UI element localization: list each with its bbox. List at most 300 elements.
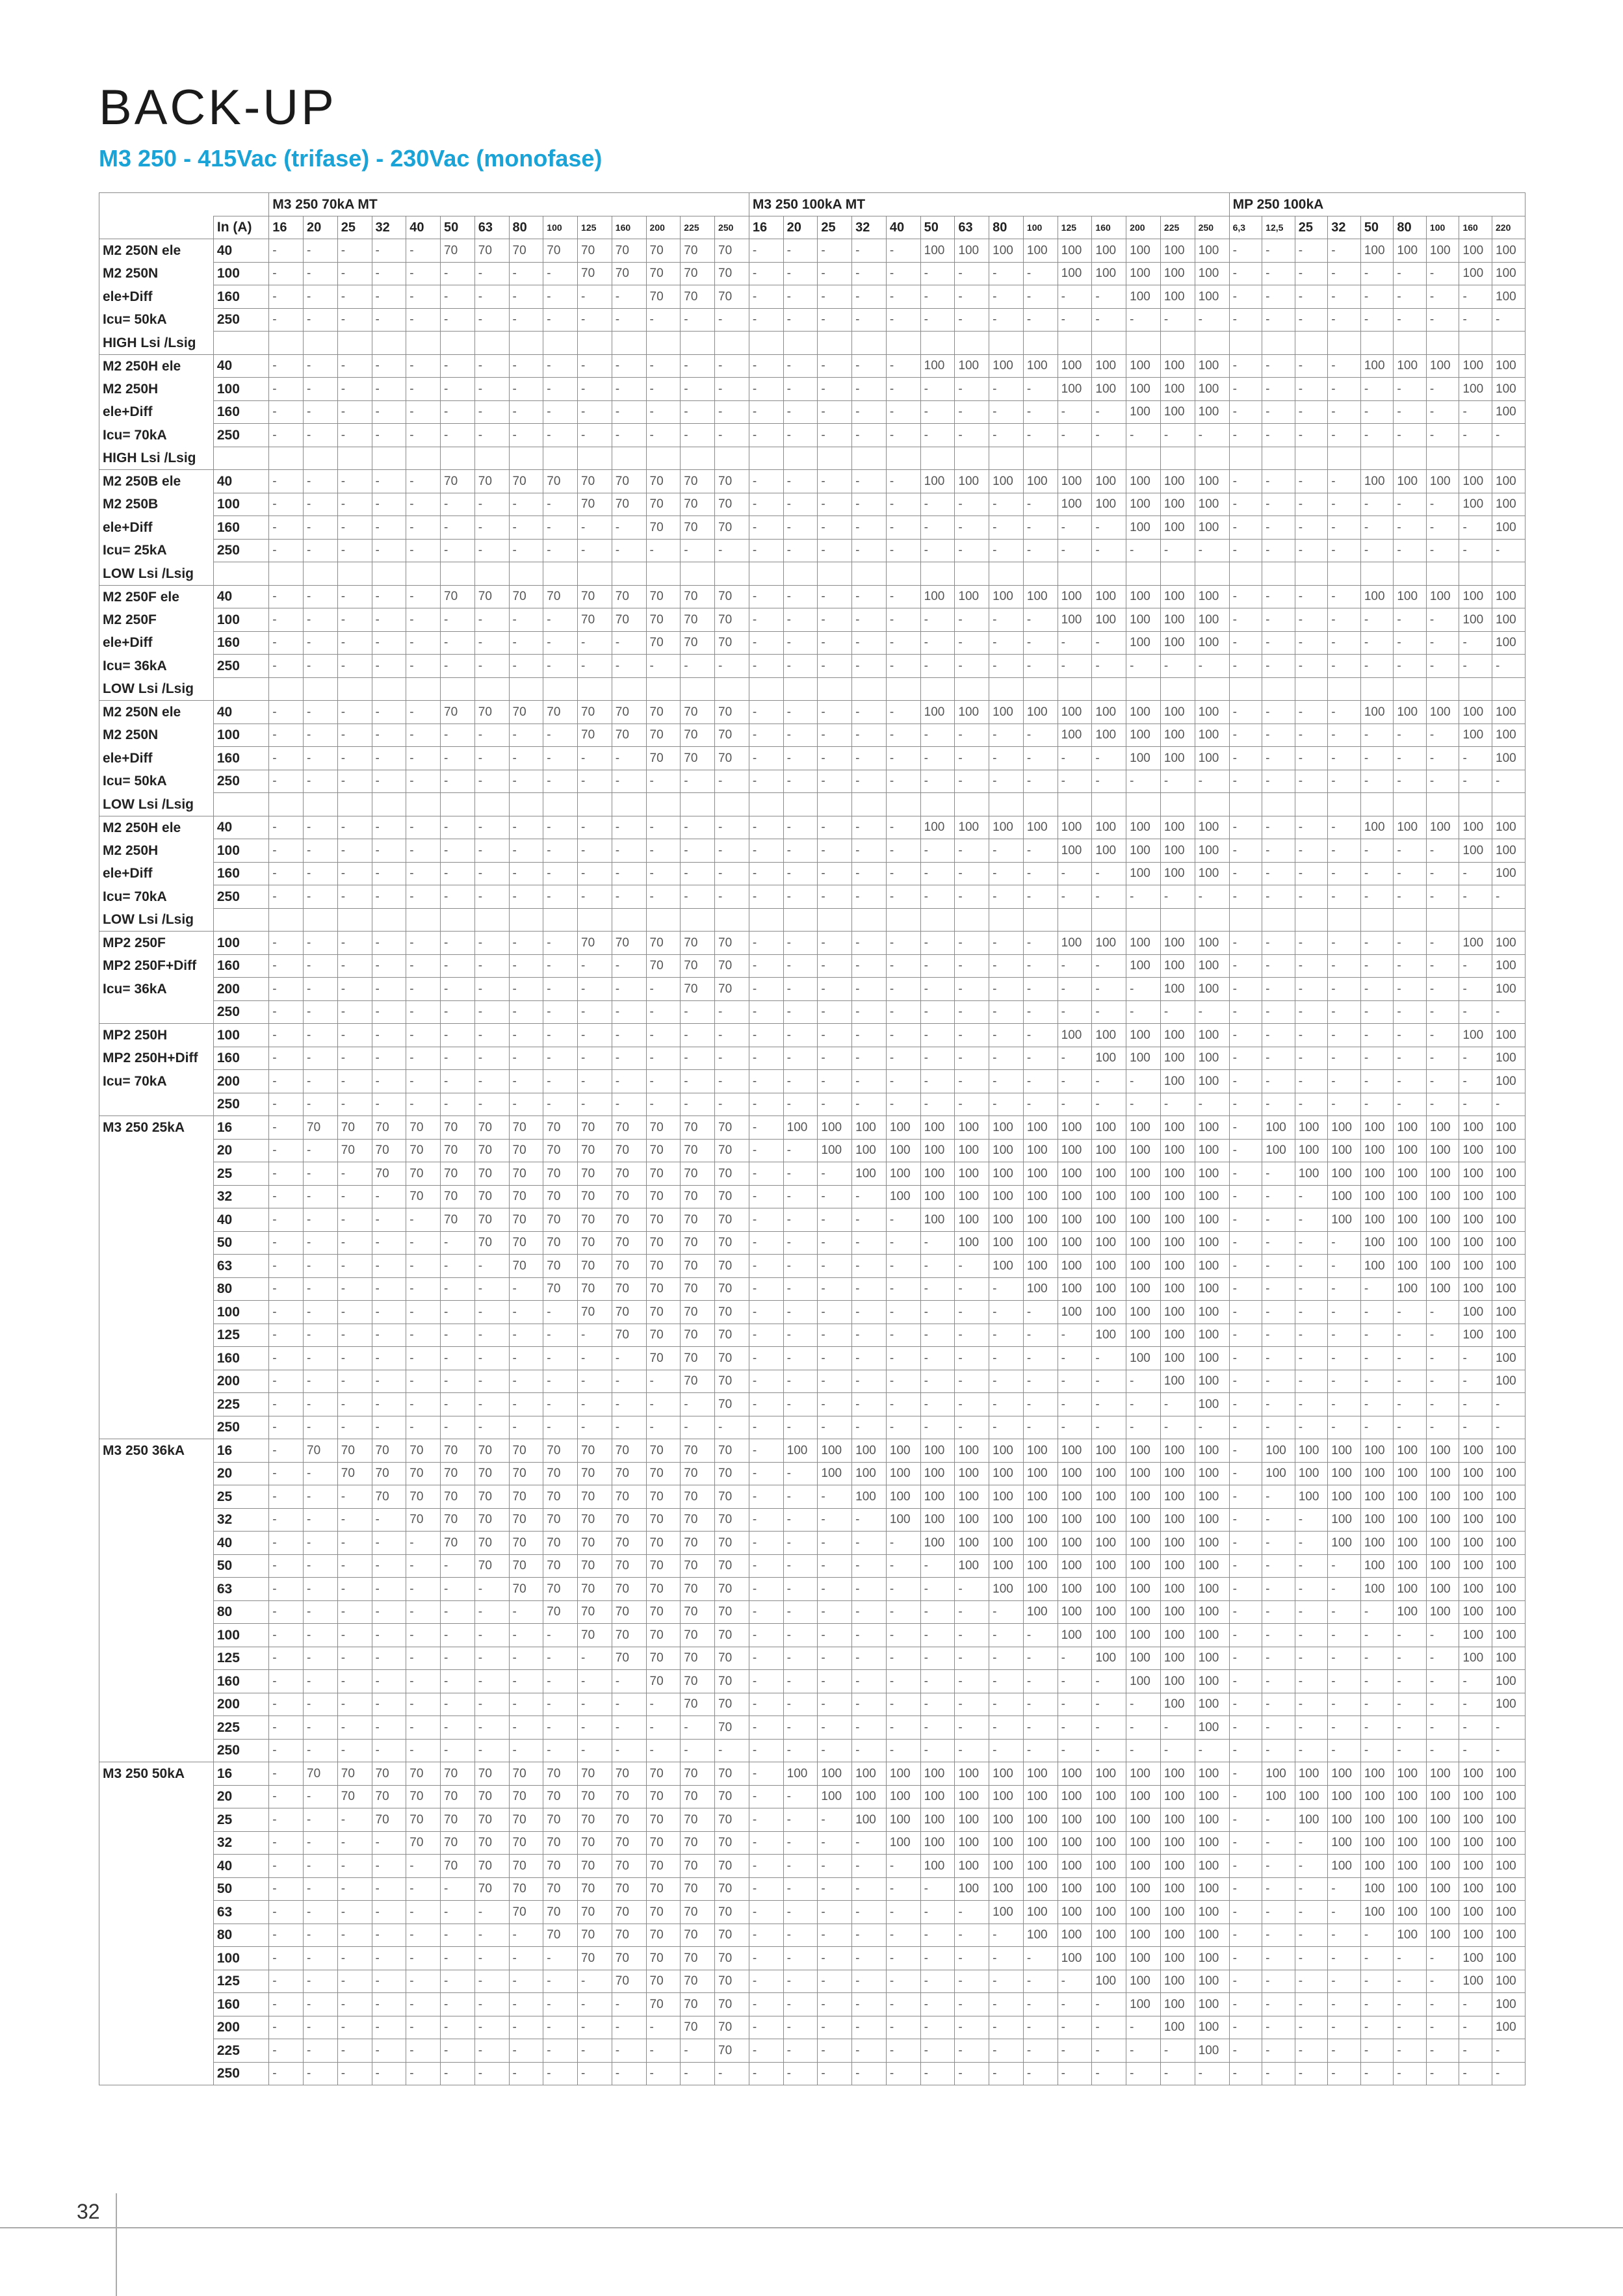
table-cell: - — [1328, 1578, 1361, 1601]
table-cell: 100 — [1195, 701, 1229, 724]
column-header: 32 — [852, 216, 887, 239]
table-cell: - — [749, 1670, 783, 1693]
table-cell: 100 — [1023, 1277, 1058, 1301]
table-cell: 70 — [578, 1855, 612, 1878]
table-cell: - — [886, 1070, 920, 1093]
row-group-sublabel — [99, 2062, 214, 2085]
table-cell: - — [1229, 747, 1262, 770]
table-cell: 100 — [1058, 1901, 1092, 1924]
table-cell: 100 — [1058, 1554, 1092, 1578]
table-cell: 70 — [646, 1347, 681, 1370]
column-header: 100 — [1023, 216, 1058, 239]
table-cell — [406, 677, 441, 701]
table-cell: - — [1229, 1116, 1262, 1140]
table-cell: - — [886, 1047, 920, 1070]
table-cell: 100 — [1295, 1162, 1328, 1186]
table-cell: - — [406, 1255, 441, 1278]
table-cell: - — [337, 262, 372, 285]
table-cell: 70 — [612, 262, 646, 285]
table-cell: - — [1328, 378, 1361, 401]
table-cell — [441, 447, 475, 470]
table-cell: 70 — [681, 516, 715, 540]
table-cell: 70 — [578, 1877, 612, 1901]
table-cell: - — [989, 1277, 1024, 1301]
table-cell: 100 — [1426, 1762, 1459, 1786]
table-cell: - — [1360, 885, 1394, 909]
table-cell: - — [989, 1070, 1024, 1093]
table-cell: - — [612, 2062, 646, 2085]
table-cell — [1092, 562, 1126, 586]
table-cell: 100 — [1492, 1762, 1526, 1786]
table-cell — [304, 908, 338, 932]
table-cell: - — [1394, 1970, 1427, 1993]
table-cell: 70 — [474, 1462, 509, 1485]
table-cell: 70 — [681, 1139, 715, 1162]
table-cell: - — [304, 954, 338, 978]
table-cell: - — [1328, 1347, 1361, 1370]
in-value: 100 — [213, 839, 268, 863]
table-cell: - — [269, 1070, 304, 1093]
table-cell: 100 — [1126, 1924, 1161, 1947]
table-cell: - — [1262, 585, 1295, 608]
table-cell: - — [1229, 1462, 1262, 1485]
table-cell: - — [1360, 1000, 1394, 1024]
table-cell: - — [509, 978, 543, 1001]
table-cell: - — [1023, 747, 1058, 770]
table-cell: 70 — [578, 470, 612, 493]
column-header: 6,3 — [1229, 216, 1262, 239]
row-group-sublabel — [99, 1255, 214, 1278]
table-cell — [269, 562, 304, 586]
table-cell: - — [852, 954, 887, 978]
table-cell: 100 — [1023, 1785, 1058, 1808]
in-value: 20 — [213, 1462, 268, 1485]
table-cell: 100 — [1023, 1255, 1058, 1278]
table-cell: - — [1229, 1762, 1262, 1786]
table-cell: - — [749, 1785, 783, 1808]
table-cell: - — [646, 1047, 681, 1070]
table-cell: - — [1023, 1739, 1058, 1762]
table-cell: - — [783, 285, 818, 309]
table-cell: - — [646, 2016, 681, 2039]
table-cell: 70 — [509, 585, 543, 608]
row-group-sublabel — [99, 1485, 214, 1509]
table-cell — [1195, 332, 1229, 355]
table-cell: 70 — [612, 1508, 646, 1532]
table-cell — [612, 332, 646, 355]
in-header: In (A) — [213, 216, 268, 239]
table-cell: 100 — [1092, 608, 1126, 632]
in-value: 200 — [213, 1370, 268, 1393]
table-cell: - — [441, 424, 475, 447]
table-cell: - — [818, 1970, 852, 1993]
table-cell: - — [304, 839, 338, 863]
table-cell: 70 — [406, 1785, 441, 1808]
table-cell: 70 — [337, 1116, 372, 1140]
column-header: 80 — [989, 216, 1024, 239]
table-cell: 70 — [543, 239, 578, 263]
table-cell: - — [1459, 954, 1492, 978]
in-value: 250 — [213, 424, 268, 447]
table-cell: 100 — [1023, 1554, 1058, 1578]
table-cell — [337, 562, 372, 586]
table-cell: 70 — [715, 285, 749, 309]
table-cell: - — [474, 724, 509, 747]
table-cell — [578, 332, 612, 355]
row-group-label: M3 250 36kA — [99, 1439, 214, 1463]
table-cell: - — [852, 1324, 887, 1347]
table-cell: 100 — [1360, 1208, 1394, 1232]
table-cell: - — [818, 1347, 852, 1370]
table-cell: 70 — [441, 239, 475, 263]
table-cell: - — [372, 1877, 406, 1901]
row-group-sublabel — [99, 1416, 214, 1439]
table-cell: - — [269, 1139, 304, 1162]
table-cell: - — [1126, 2062, 1161, 2085]
table-cell: - — [1092, 978, 1126, 1001]
table-cell — [715, 332, 749, 355]
table-cell: - — [1295, 724, 1328, 747]
table-cell: - — [989, 724, 1024, 747]
table-cell: - — [818, 862, 852, 885]
table-cell: 70 — [715, 1532, 749, 1555]
table-cell: 100 — [1195, 631, 1229, 655]
table-cell: 70 — [612, 1208, 646, 1232]
table-cell: - — [612, 978, 646, 1001]
table-cell: - — [783, 1162, 818, 1186]
table-cell: - — [1023, 378, 1058, 401]
table-cell: - — [1360, 1693, 1394, 1716]
table-cell: - — [852, 2062, 887, 2085]
row-group-sublabel — [99, 1462, 214, 1485]
table-cell: - — [1295, 400, 1328, 424]
table-cell — [1328, 908, 1361, 932]
table-cell: - — [646, 1370, 681, 1393]
table-cell: 100 — [1092, 1231, 1126, 1255]
table-cell: - — [1360, 1093, 1394, 1116]
table-cell: 70 — [578, 1831, 612, 1855]
table-cell: 70 — [304, 1116, 338, 1140]
table-cell: - — [749, 839, 783, 863]
table-cell: 100 — [1195, 1324, 1229, 1347]
column-header: 32 — [372, 216, 406, 239]
table-cell: - — [337, 1508, 372, 1532]
table-cell: 100 — [1058, 1255, 1092, 1278]
table-cell: - — [1160, 885, 1195, 909]
table-cell: - — [1295, 954, 1328, 978]
table-cell: - — [1459, 1047, 1492, 1070]
column-header: 16 — [749, 216, 783, 239]
table-cell: - — [783, 1047, 818, 1070]
table-cell: 70 — [681, 1277, 715, 1301]
table-cell: 100 — [1459, 470, 1492, 493]
table-cell: - — [337, 1231, 372, 1255]
table-cell: - — [749, 1970, 783, 1993]
table-cell: - — [578, 354, 612, 378]
table-cell: - — [1058, 424, 1092, 447]
table-cell: 100 — [1328, 1139, 1361, 1162]
table-cell: - — [474, 539, 509, 562]
table-cell: 70 — [612, 1831, 646, 1855]
table-cell: 70 — [681, 1301, 715, 1324]
in-value: 50 — [213, 1554, 268, 1578]
table-cell: 70 — [406, 1462, 441, 1485]
table-cell: - — [989, 262, 1024, 285]
row-group-sublabel: HIGH Lsi /Lsig — [99, 332, 214, 355]
table-cell: 70 — [681, 1324, 715, 1347]
table-cell: 100 — [1195, 1231, 1229, 1255]
table-cell: - — [852, 839, 887, 863]
table-cell: 70 — [509, 1162, 543, 1186]
table-cell: - — [1459, 2062, 1492, 2085]
table-cell: - — [406, 1647, 441, 1670]
table-cell: 70 — [543, 1508, 578, 1532]
table-cell: - — [1360, 262, 1394, 285]
column-header: 160 — [612, 216, 646, 239]
table-cell: 100 — [1295, 1762, 1328, 1786]
table-cell: 100 — [1426, 701, 1459, 724]
table-cell: - — [886, 1370, 920, 1393]
table-cell: 100 — [1058, 1532, 1092, 1555]
table-cell: 100 — [852, 1462, 887, 1485]
table-cell — [852, 677, 887, 701]
table-cell: - — [1328, 1624, 1361, 1647]
table-cell: 100 — [1195, 1670, 1229, 1693]
table-cell: - — [818, 308, 852, 332]
table-cell: - — [715, 2062, 749, 2085]
table-cell: - — [1092, 308, 1126, 332]
table-cell: - — [441, 978, 475, 1001]
table-cell: - — [749, 816, 783, 839]
table-cell: - — [1328, 1024, 1361, 1047]
table-cell: 70 — [612, 608, 646, 632]
table-cell: 70 — [509, 1785, 543, 1808]
table-cell: - — [749, 954, 783, 978]
table-cell: - — [372, 1855, 406, 1878]
table-cell: 70 — [646, 724, 681, 747]
table-cell: 70 — [715, 1485, 749, 1509]
table-cell: - — [1459, 978, 1492, 1001]
table-cell: - — [269, 1739, 304, 1762]
table-cell — [1126, 677, 1161, 701]
table-cell: - — [269, 954, 304, 978]
table-cell: - — [1328, 1970, 1361, 1993]
table-cell: - — [474, 2016, 509, 2039]
table-cell: 100 — [1328, 1808, 1361, 1832]
table-cell: 100 — [1092, 1185, 1126, 1208]
table-cell: 70 — [612, 1462, 646, 1485]
table-cell: 100 — [1459, 1924, 1492, 1947]
table-cell: - — [920, 1301, 955, 1324]
table-cell: - — [1229, 885, 1262, 909]
table-cell: - — [269, 747, 304, 770]
table-cell: - — [1328, 724, 1361, 747]
table-cell: - — [1023, 885, 1058, 909]
table-cell — [1126, 332, 1161, 355]
table-cell: - — [852, 932, 887, 955]
table-cell: 100 — [1195, 1970, 1229, 1993]
table-cell: 100 — [1195, 1277, 1229, 1301]
table-cell: - — [1295, 816, 1328, 839]
table-cell: - — [543, 539, 578, 562]
table-cell: - — [372, 1208, 406, 1232]
table-cell: - — [304, 1532, 338, 1555]
table-cell: - — [372, 1600, 406, 1624]
table-cell: 100 — [1492, 1670, 1526, 1693]
table-cell: - — [852, 1393, 887, 1416]
table-cell: - — [337, 1393, 372, 1416]
table-cell: 100 — [1058, 701, 1092, 724]
table-cell: 100 — [1328, 1785, 1361, 1808]
table-cell: 100 — [1126, 262, 1161, 285]
table-cell: - — [612, 2039, 646, 2063]
table-cell: - — [269, 1993, 304, 2016]
table-cell — [269, 332, 304, 355]
table-cell: 70 — [612, 1162, 646, 1186]
table-cell: - — [474, 1670, 509, 1693]
table-cell: - — [441, 1624, 475, 1647]
row-group-sublabel — [99, 1947, 214, 1970]
table-cell: - — [1262, 1162, 1295, 1186]
table-cell: - — [818, 354, 852, 378]
table-cell: 100 — [1492, 816, 1526, 839]
table-cell — [1492, 562, 1526, 586]
table-cell: - — [1360, 1716, 1394, 1740]
row-group-label: M3 250 50kA — [99, 1762, 214, 1786]
table-cell: 70 — [406, 1485, 441, 1509]
table-cell: - — [1328, 285, 1361, 309]
table-cell: - — [852, 1877, 887, 1901]
table-cell — [920, 447, 955, 470]
table-cell: - — [1023, 2039, 1058, 2063]
table-cell: - — [920, 978, 955, 1001]
table-cell: - — [955, 1000, 989, 1024]
table-cell: 100 — [1426, 1924, 1459, 1947]
table-cell: - — [749, 1324, 783, 1347]
row-group-sublabel — [99, 1301, 214, 1324]
table-cell: - — [1295, 262, 1328, 285]
table-cell: 100 — [1195, 954, 1229, 978]
table-cell: - — [783, 1508, 818, 1532]
table-cell: 100 — [1394, 1139, 1427, 1162]
table-cell: - — [1459, 2016, 1492, 2039]
table-cell: - — [474, 1901, 509, 1924]
table-cell: 70 — [681, 493, 715, 516]
table-cell: - — [509, 2062, 543, 2085]
table-cell: - — [406, 631, 441, 655]
table-cell: - — [783, 2062, 818, 2085]
table-cell: - — [1262, 839, 1295, 863]
table-cell: - — [304, 608, 338, 632]
table-cell: - — [1229, 655, 1262, 678]
table-cell: 70 — [578, 1532, 612, 1555]
table-cell — [406, 332, 441, 355]
table-cell — [1058, 447, 1092, 470]
table-cell: - — [1360, 539, 1394, 562]
row-group-sublabel: M2 250F — [99, 608, 214, 632]
table-cell: 100 — [1195, 1554, 1229, 1578]
column-header: 220 — [1492, 216, 1526, 239]
table-cell: - — [1295, 1047, 1328, 1070]
table-cell: - — [1262, 1624, 1295, 1647]
table-cell: - — [749, 378, 783, 401]
table-cell: 70 — [543, 1532, 578, 1555]
row-group-sublabel: Icu= 25kA — [99, 539, 214, 562]
table-cell: - — [269, 1439, 304, 1463]
table-cell: 100 — [1023, 1855, 1058, 1878]
table-cell: 100 — [989, 1762, 1024, 1786]
table-cell: 100 — [1195, 285, 1229, 309]
table-cell: 70 — [543, 1762, 578, 1786]
in-value: 40 — [213, 470, 268, 493]
table-cell — [1262, 562, 1295, 586]
row-group-sublabel — [99, 2016, 214, 2039]
table-cell: - — [920, 1901, 955, 1924]
table-cell: 70 — [474, 1208, 509, 1232]
table-cell: - — [406, 1231, 441, 1255]
table-cell: 100 — [1023, 239, 1058, 263]
table-cell: - — [1328, 885, 1361, 909]
table-cell: - — [1092, 747, 1126, 770]
table-cell: - — [1360, 839, 1394, 863]
table-cell: - — [1295, 1831, 1328, 1855]
table-cell: - — [441, 770, 475, 793]
table-cell: 100 — [1492, 724, 1526, 747]
table-cell — [578, 562, 612, 586]
in-value: 100 — [213, 1624, 268, 1647]
table-cell: - — [886, 1947, 920, 1970]
table-cell: - — [1295, 1739, 1328, 1762]
table-cell: - — [783, 239, 818, 263]
table-cell: - — [646, 308, 681, 332]
table-cell: - — [509, 1647, 543, 1670]
table-cell: - — [920, 424, 955, 447]
table-cell: - — [681, 1070, 715, 1093]
table-cell: 100 — [1092, 701, 1126, 724]
table-cell: - — [1492, 539, 1526, 562]
table-cell: - — [852, 816, 887, 839]
table-cell: 100 — [1492, 1785, 1526, 1808]
table-cell: 100 — [1328, 1162, 1361, 1186]
table-cell: - — [372, 1185, 406, 1208]
table-cell: - — [304, 1785, 338, 1808]
table-cell: - — [1295, 1924, 1328, 1947]
table-cell: 70 — [612, 239, 646, 263]
table-cell: - — [852, 1301, 887, 1324]
table-cell: - — [1492, 655, 1526, 678]
row-group-sublabel — [99, 1162, 214, 1186]
table-cell: - — [1262, 1808, 1295, 1832]
table-cell — [474, 908, 509, 932]
table-cell: - — [1394, 1647, 1427, 1670]
table-cell: - — [715, 885, 749, 909]
table-cell — [1394, 908, 1427, 932]
table-cell: - — [1492, 1416, 1526, 1439]
table-cell: - — [372, 1624, 406, 1647]
table-cell: - — [474, 954, 509, 978]
row-group-sublabel — [99, 1139, 214, 1162]
table-cell: - — [749, 1831, 783, 1855]
table-cell: - — [269, 1647, 304, 1670]
table-cell: - — [886, 1393, 920, 1416]
table-cell: 100 — [1360, 1462, 1394, 1485]
table-cell: - — [646, 885, 681, 909]
table-cell: - — [1295, 1024, 1328, 1047]
table-cell: 100 — [1160, 378, 1195, 401]
table-cell: 100 — [1126, 1024, 1161, 1047]
table-cell: - — [1058, 2016, 1092, 2039]
table-cell: 100 — [920, 1116, 955, 1140]
